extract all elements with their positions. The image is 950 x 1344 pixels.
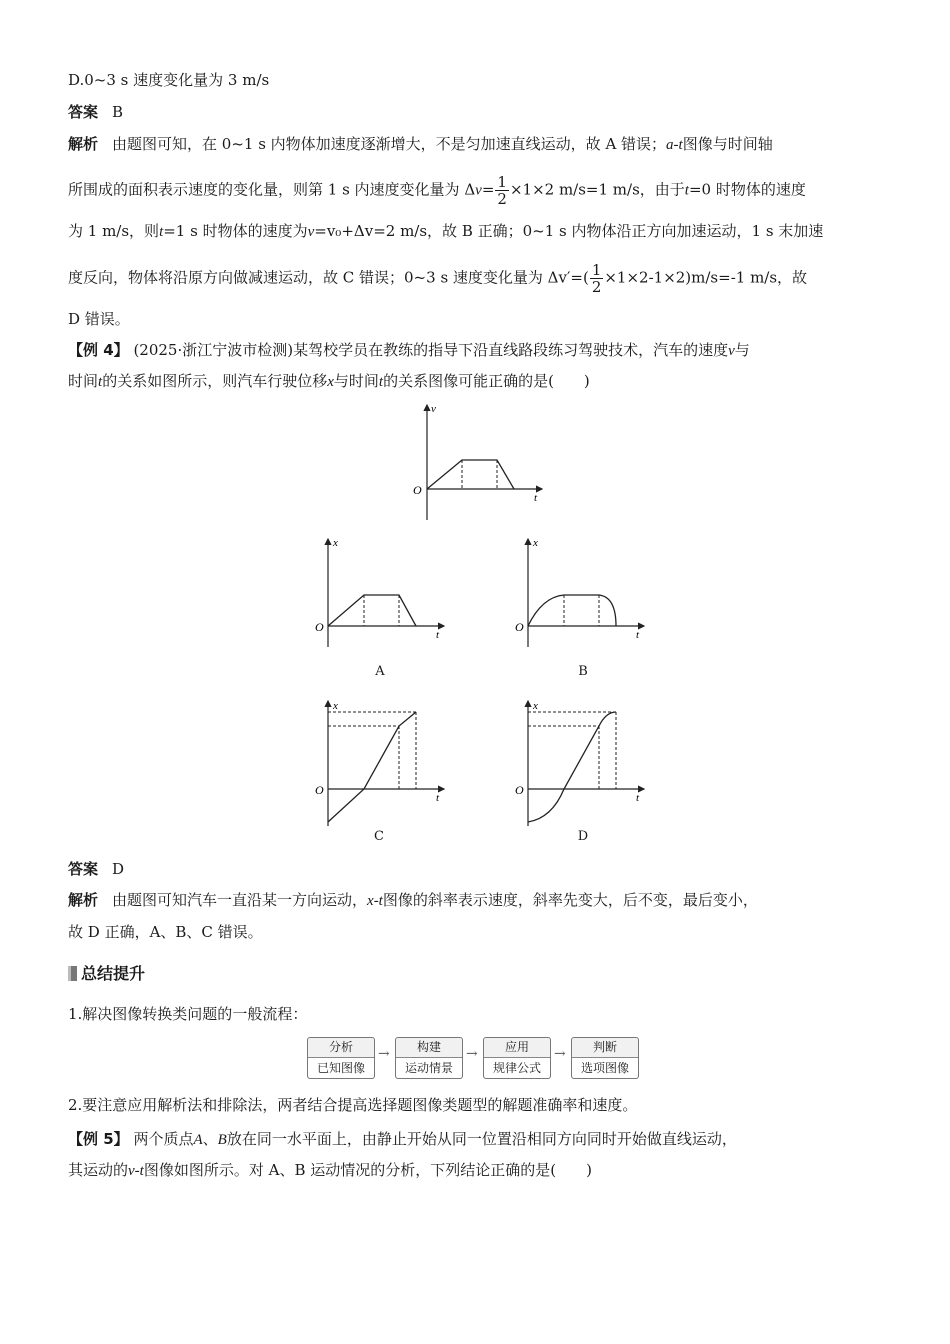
ex4-answer-value: D xyxy=(112,860,125,878)
analysis-label: 解析 xyxy=(68,135,99,153)
ex4-analysis-line-2: 故 D 正确，A、B、C 错误。 xyxy=(68,923,263,941)
ex4-analysis-line-1: 解析 由题图可知汽车一直沿某一方向运动，x-t图像的斜率表示速度，斜率先变大，后不变，最后变小， xyxy=(68,891,758,909)
section-marker-icon xyxy=(68,966,77,981)
analysis-line-4: 度反向，物体将沿原方向做减速运动，故 C 错误；0~3 s 速度变化量为 Δv′=( $\frac{1}{2}$ ×1×2-1×2)m/s=-1 m/s，故 xyxy=(68,261,808,296)
axis-v-label: v xyxy=(431,403,436,415)
graph-d xyxy=(512,698,652,828)
option-d: D.0~3 s 速度变化量为 3 m/s xyxy=(68,71,270,89)
fraction: $\frac{1}{2}$ xyxy=(591,261,602,296)
graph-d-label: D xyxy=(577,829,589,844)
svg-text:t: t xyxy=(436,629,440,641)
graph-a xyxy=(312,535,452,655)
graph-b-label: B xyxy=(578,664,588,679)
flow-step-1: 分析 已知图像 xyxy=(307,1037,375,1079)
example-4-label: 【例 4】 xyxy=(68,341,129,359)
arrow-icon: → xyxy=(466,1046,478,1062)
graph-c-label: C xyxy=(374,829,384,844)
svg-text:x: x xyxy=(533,700,538,712)
flow-step-2: 构建 运动情景 xyxy=(395,1037,463,1079)
flow-step-4: 判断 选项图像 xyxy=(571,1037,639,1079)
ex4-answer-line: 答案 D xyxy=(68,860,125,878)
arrow-icon: → xyxy=(554,1046,566,1062)
example-4-line-2: 时间t的关系如图所示，则汽车行驶位移x与时间t的关系图像可能正确的是( ) xyxy=(68,372,590,390)
example-4-line-1: 【例 4】 (2025·浙江宁波市检测)某驾校学员在教练的指导下沿直线路段练习驾驶技术，汽车的速度v与 xyxy=(68,341,750,359)
flow-step-3: 应用 规律公式 xyxy=(483,1037,551,1079)
example-5-line-2: 其运动的v-t图像如图所示。对 A、B 运动情况的分析，下列结论正确的是( ) xyxy=(68,1161,592,1179)
axis-t-label: t xyxy=(534,492,538,504)
answer-line xyxy=(68,101,883,123)
example-5-line-1: 【例 5】 两个质点A、B放在同一水平面上，由静止开始从同一位置沿相同方向同时开始做直线运动， xyxy=(68,1130,737,1148)
analysis-line-1: 解析 由题图可知，在 0~1 s 内物体加速度逐渐增大，不是匀加速直线运动，故 A 错误；a-t图像与时间轴 xyxy=(68,135,773,153)
svg-text:x: x xyxy=(533,537,538,549)
svg-text:O: O xyxy=(315,783,324,797)
svg-text:x: x xyxy=(333,700,338,712)
graph-c xyxy=(312,698,452,828)
svg-text:O: O xyxy=(515,783,524,797)
svg-text:t: t xyxy=(436,792,440,804)
analysis-line-2: 所围成的面积表示速度的变化量，则第 1 s 内速度变化量为 Δv= $\frac{1}{2}$ ×1×2 m/s=1 m/s，由于t=0 时物体的速度 xyxy=(68,173,806,208)
analysis-line-5: D 错误。 xyxy=(68,310,130,328)
origin-label: O xyxy=(413,483,422,497)
summary-item-2: 2.要注意应用解析法和排除法，两者结合提高选择题图像类题型的解题准确率和速度。 xyxy=(68,1096,638,1114)
graph-a-label: A xyxy=(375,664,385,679)
svg-text:O: O xyxy=(515,620,524,634)
summary-heading: 总结提升 xyxy=(68,961,145,984)
svg-text:O: O xyxy=(315,620,324,634)
fraction: $\frac{1}{2}$ xyxy=(497,173,507,208)
vt-graph xyxy=(410,400,550,525)
answer-value: B xyxy=(112,103,124,121)
graph-b xyxy=(512,535,652,655)
analysis-line-3: 为 1 m/s，则t=1 s 时物体的速度为v=v₀+Δv=2 m/s，故 B 正确；0~1 s 内物体沿正方向加速运动，1 s 末加速 xyxy=(68,222,824,240)
svg-text:t: t xyxy=(636,629,640,641)
summary-item-1: 1.解决图像转换类问题的一般流程： xyxy=(68,1005,308,1023)
arrow-icon: → xyxy=(378,1046,390,1062)
example-5-label: 【例 5】 xyxy=(68,1130,129,1148)
svg-text:t: t xyxy=(636,792,640,804)
svg-text:x: x xyxy=(333,537,338,549)
answer-label: 答案 xyxy=(68,103,99,121)
